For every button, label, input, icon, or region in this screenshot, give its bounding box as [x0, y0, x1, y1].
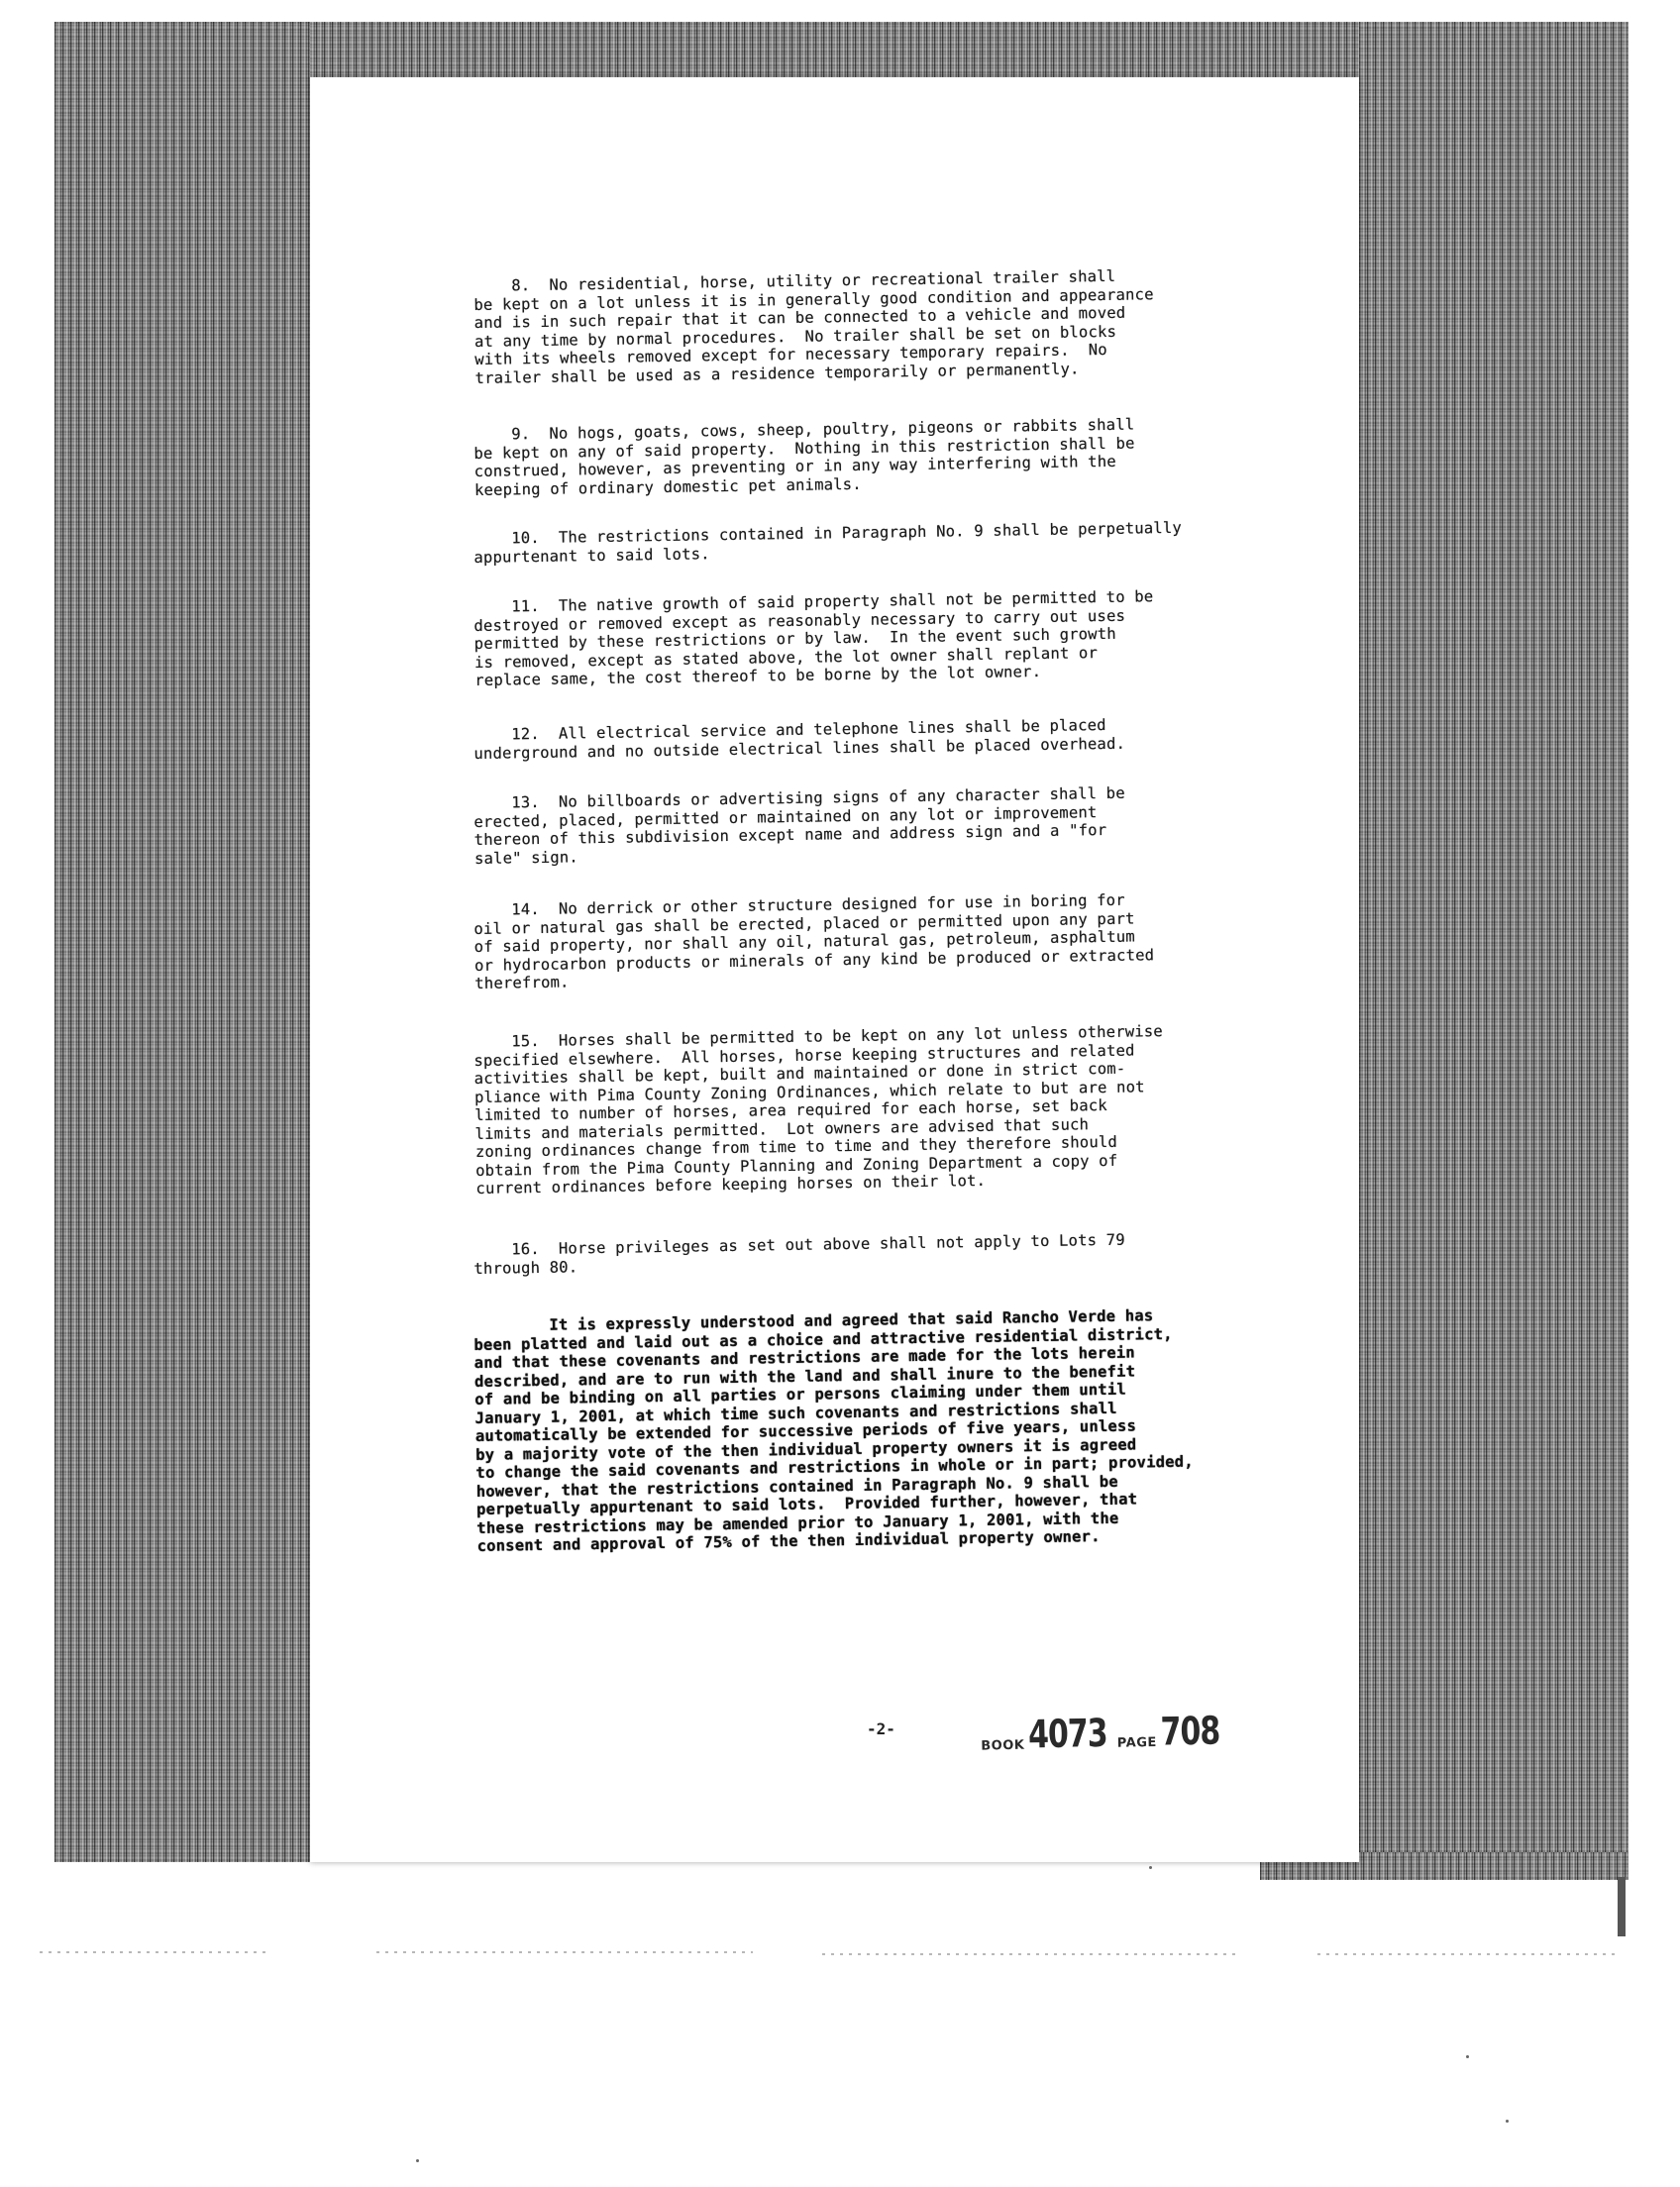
scan-artifact-line — [822, 1953, 1238, 1955]
stamp-page-label: PAGE — [1116, 1734, 1157, 1751]
scan-noise-right — [1359, 22, 1628, 1874]
final-paragraph: It is expressly understood and agreed that said Rancho Verde has been platted and laid out as a choice and attractive residential district, and that these covenants and restrictions are made for the lots herein described, and are to run with the land and shall inure to the benefit of and be binding on all parties or persons claiming under them until January 1, 2001, at which time such covenants and restrictions shall automatically be extended for successive periods of five years, unless by a majority vote of the then individual property owners it is agreed to change the said covenants and restrictions in whole or in part; provided, however, that the restrictions contained in Paragraph No. 9 shall be perpetually appurtenant to said lots. Provided further, however, that these restrictions may be amended prior to January 1, 2001, with the consent and approval of 75% of the then individual property owner. — [473, 1306, 1194, 1555]
scan-speck — [416, 2159, 419, 2162]
recording-stamp — [981, 1709, 1230, 1758]
stamp-page-number: 708 — [1160, 1709, 1220, 1756]
paragraph-8: 8. No residential, horse, utility or recreational trailer shall be kept on a lot unless it is in generally good condition and appearance and is in such repair that it can be connected to a vehicle and moved at any time by normal procedures. No trailer shall be set on blocks with its wheels removed except for necessary temporary repairs. No trailer shall be used as a residence temporarily or permanently. — [473, 266, 1154, 387]
paragraph-16: 16. Horse privileges as set out above shall not apply to Lots 79 through 80. — [473, 1230, 1125, 1278]
stamp-book-number: 4073 — [1027, 1711, 1108, 1758]
scan-artifact-line — [376, 1951, 753, 1953]
paragraph-14: 14. No derrick or other structure designed for use in boring for oil or natural gas shall be erected, placed or permitted upon any part of said property, nor shall any oil, natural gas, petroleum, asphaltum or hydrocarbon products or minerals of any kind be produced or extracted therefrom. — [473, 890, 1155, 992]
scan-speck — [1466, 2055, 1469, 2058]
scan-noise-left — [54, 22, 310, 1862]
scan-artifact-line — [40, 1951, 267, 1953]
scan-speck — [1149, 1866, 1152, 1869]
paragraph-10: 10. The restrictions contained in Paragraph No. 9 shall be perpetually appurtenant to said lots. — [473, 518, 1183, 567]
scan-artifact-line — [1317, 1953, 1615, 1955]
scan-speck — [1506, 2120, 1509, 2123]
paragraph-11: 11. The native growth of said property shall not be permitted to be destroyed or removed except as reasonably necessary to carry out uses permitted by these restrictions or by law. In the event such growth is removed, except as stated above, the lot owner shall replant or replace same, the cost thereof to be borne by the lot owner. — [473, 587, 1154, 689]
paragraph-13: 13. No billboards or advertising signs of any character shall be erected, placed, permitted or maintained on any lot or improvement thereon of this subdivision except name and address sign and a "for sale" sign. — [473, 783, 1125, 868]
paragraph-9: 9. No hogs, goats, cows, sheep, poultry, pigeons or rabbits shall be kept on any of said property. Nothing in this restriction shall be construed, however, as preventing or in any way interfering with the keeping of ordinary domestic pet animals. — [473, 415, 1135, 499]
stamp-book-label: BOOK — [981, 1737, 1025, 1754]
paragraph-12: 12. All electrical service and telephone lines shall be placed underground and no outside electrical lines shall be placed overhead. — [473, 715, 1126, 763]
paragraph-15: 15. Horses shall be permitted to be kept on any lot unless otherwise specified elsewhere. All horses, horse keeping structures and related activities shall be kept, built and maintained or done in strict com- pliance with Pima County Zoning Ordinances, which relate to but are not limited to number of horses, area required for each horse, set back limits and materials permitted. Lot owners are advised that such zoning ordinances change from time to time and they therefore should obtain from the Pima County Planning and Zoning Department a copy of current ordinances before keeping horses on their lot. — [473, 1022, 1164, 1198]
page-number: -2- — [867, 1719, 895, 1738]
scan-artifact-corner — [1618, 1877, 1626, 1936]
